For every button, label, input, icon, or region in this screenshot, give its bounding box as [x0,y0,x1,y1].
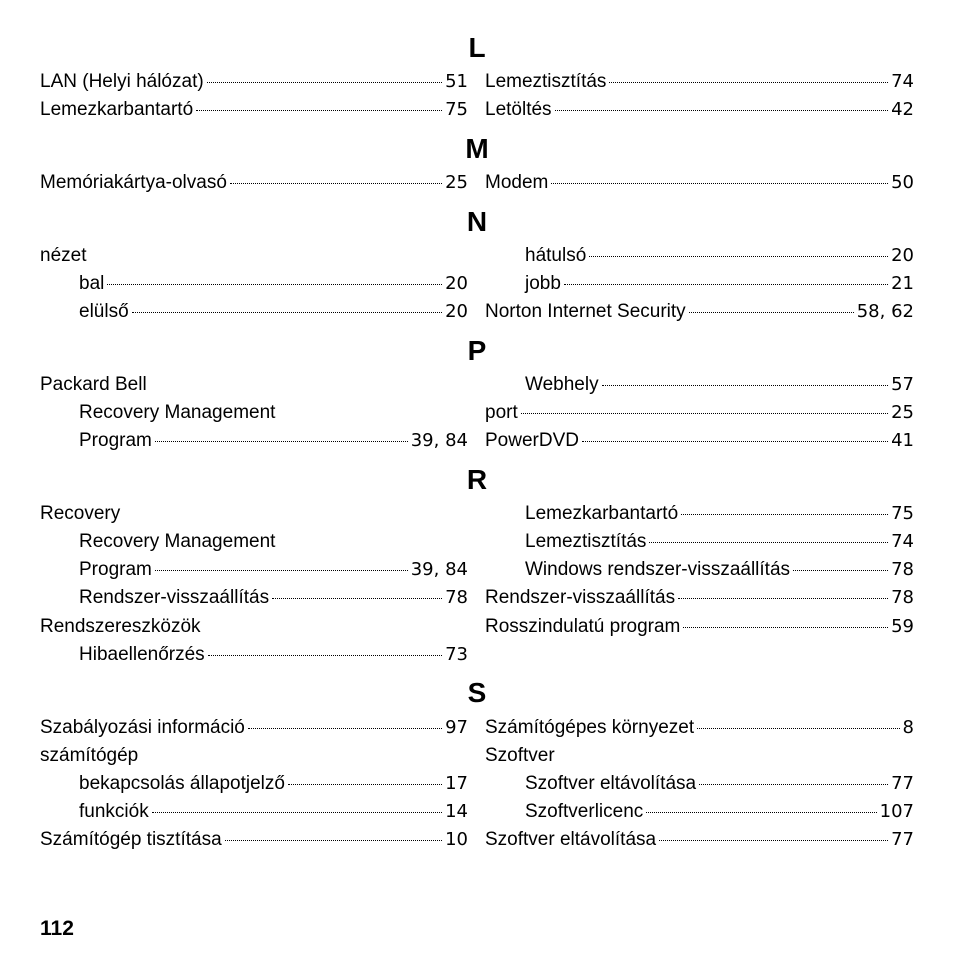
entry-text: Hibaellenőrzés [79,644,205,665]
entry-text: Rendszer-visszaállítás [79,587,270,608]
index-entry [40,742,468,770]
entry-page: 77 [891,773,914,794]
entry-page: 21 [891,273,914,294]
entry-page: 75 [891,503,914,524]
dot-leader [521,413,888,414]
dot-leader [207,82,442,83]
entry-page: 75 [445,99,468,120]
dot-leader [272,598,442,599]
section-letter-l: L [468,32,486,63]
index-entry [40,242,468,270]
entry-text: Lemeztisztítás [485,71,607,92]
index-entry [40,826,468,854]
entry-page: 74 [891,531,914,552]
dot-leader [230,183,442,184]
entry-text: Program [79,559,152,580]
dot-leader [678,598,888,599]
dot-leader [155,570,408,571]
entry-page: 10 [445,829,468,850]
index-entry [485,68,914,96]
index-subentry [525,371,914,399]
index-subentry [79,399,468,427]
section-letter-m: M [465,133,489,164]
dot-leader [683,627,888,628]
index-subentry [79,270,468,298]
dot-leader [697,728,899,729]
entry-page: 77 [891,829,914,850]
index-entry [485,96,914,124]
dot-leader [582,441,888,442]
index-entry [485,742,914,770]
entry-text: Lemeztisztítás [525,531,647,552]
entry-page: 8 [902,717,914,738]
index-subentry [525,770,914,798]
entry-text: funkciók [79,801,149,822]
entry-text: Szoftver eltávolítása [485,829,657,850]
entry-text: számítógép [40,745,139,766]
entry-page: 74 [891,71,914,92]
entry-text: Rosszindulatú program [485,616,681,637]
index-subentry [79,427,468,455]
index-subentry [79,641,468,669]
entry-page: 25 [891,402,914,423]
entry-text: Lemezkarbantartó [40,99,194,120]
dot-leader [155,441,408,442]
entry-text: bal [79,273,105,294]
index-entry [40,613,468,641]
entry-text: Recovery Management [79,531,276,552]
dot-leader [659,840,888,841]
dot-leader [589,256,888,257]
entry-page: 107 [879,801,914,822]
entry-text: PowerDVD [485,430,579,451]
index-entry [40,96,468,124]
entry-text: Letöltés [485,99,552,120]
entry-text: elülső [79,301,129,322]
index-entry [485,714,914,742]
index-subentry [79,584,468,612]
entry-page: 73 [445,644,468,665]
entry-text: Rendszer-visszaállítás [485,587,676,608]
dot-leader [132,312,442,313]
entry-text: Norton Internet Security [485,301,686,322]
entry-text: Windows rendszer-visszaállítás [525,559,791,580]
dot-leader [564,284,888,285]
dot-leader [609,82,888,83]
index-entry [485,584,914,612]
entry-text: Webhely [525,374,599,395]
entry-text: hátulsó [525,245,587,266]
index-entry [40,371,468,399]
entry-page: 59 [891,616,914,637]
entry-text: jobb [525,273,561,294]
dot-leader [208,655,442,656]
dot-leader [551,183,888,184]
entry-page: 57 [891,374,914,395]
entry-page: 97 [445,717,468,738]
dot-leader [689,312,854,313]
index-entry [485,298,914,326]
entry-text: Recovery Management [79,402,276,423]
entry-text: Memóriakártya-olvasó [40,172,227,193]
entry-text: Packard Bell [40,374,147,395]
index-entry [485,169,914,197]
index-entry [485,613,914,641]
section-letter-s: S [467,677,487,708]
entry-text: nézet [40,245,87,266]
entry-text: Lemezkarbantartó [525,503,679,524]
index-subentry [525,500,914,528]
index-entry [40,68,468,96]
dot-leader [225,840,442,841]
index-entry [40,500,468,528]
entry-text: port [485,402,518,423]
index-entry [485,826,914,854]
dot-leader [699,784,888,785]
entry-page: 20 [891,245,914,266]
entry-page: 39, 84 [410,559,468,580]
index-subentry [79,556,468,584]
entry-page: 17 [445,773,468,794]
index-subentry [525,528,914,556]
dot-leader [248,728,442,729]
entry-text: Modem [485,172,549,193]
entry-text: LAN (Helyi hálózat) [40,71,204,92]
entry-text: Recovery [40,503,121,524]
entry-page: 58, 62 [856,301,914,322]
dot-leader [793,570,888,571]
section-letter-r: R [466,464,488,495]
entry-page: 42 [891,99,914,120]
index-entry [40,169,468,197]
index-subentry [525,556,914,584]
entry-page: 39, 84 [410,430,468,451]
index-subentry [525,270,914,298]
entry-text: Szoftver [485,745,555,766]
dot-leader [646,812,876,813]
dot-leader [649,542,888,543]
dot-leader [555,110,889,111]
entry-text: Szoftverlicenc [525,801,644,822]
entry-text: Szabályozási információ [40,717,245,738]
dot-leader [288,784,442,785]
entry-text: Rendszereszközök [40,616,201,637]
dot-leader [602,385,889,386]
entry-text: Számítógép tisztítása [40,829,222,850]
entry-page: 20 [445,273,468,294]
entry-page: 51 [445,71,468,92]
section-letter-n: N [466,206,488,237]
entry-page: 14 [445,801,468,822]
entry-page: 20 [445,301,468,322]
entry-page: 78 [445,587,468,608]
index-entry [485,399,914,427]
entry-text: bekapcsolás állapotjelző [79,773,285,794]
section-letter-p: P [467,335,487,366]
index-subentry [79,770,468,798]
entry-page: 78 [891,587,914,608]
index-subentry [79,298,468,326]
entry-text: Program [79,430,152,451]
index-entry [40,714,468,742]
entry-page: 25 [445,172,468,193]
entry-text: Számítógépes környezet [485,717,695,738]
entry-page: 78 [891,559,914,580]
index-subentry [79,528,468,556]
index-entry [485,427,914,455]
entry-text: Szoftver eltávolítása [525,773,697,794]
index-subentry [525,242,914,270]
index-subentry [79,798,468,826]
entry-page: 41 [891,430,914,451]
dot-leader [107,284,442,285]
dot-leader [196,110,442,111]
dot-leader [681,514,888,515]
index-subentry [525,798,914,826]
page-number: 112 [40,917,74,940]
entry-page: 50 [891,172,914,193]
dot-leader [152,812,442,813]
